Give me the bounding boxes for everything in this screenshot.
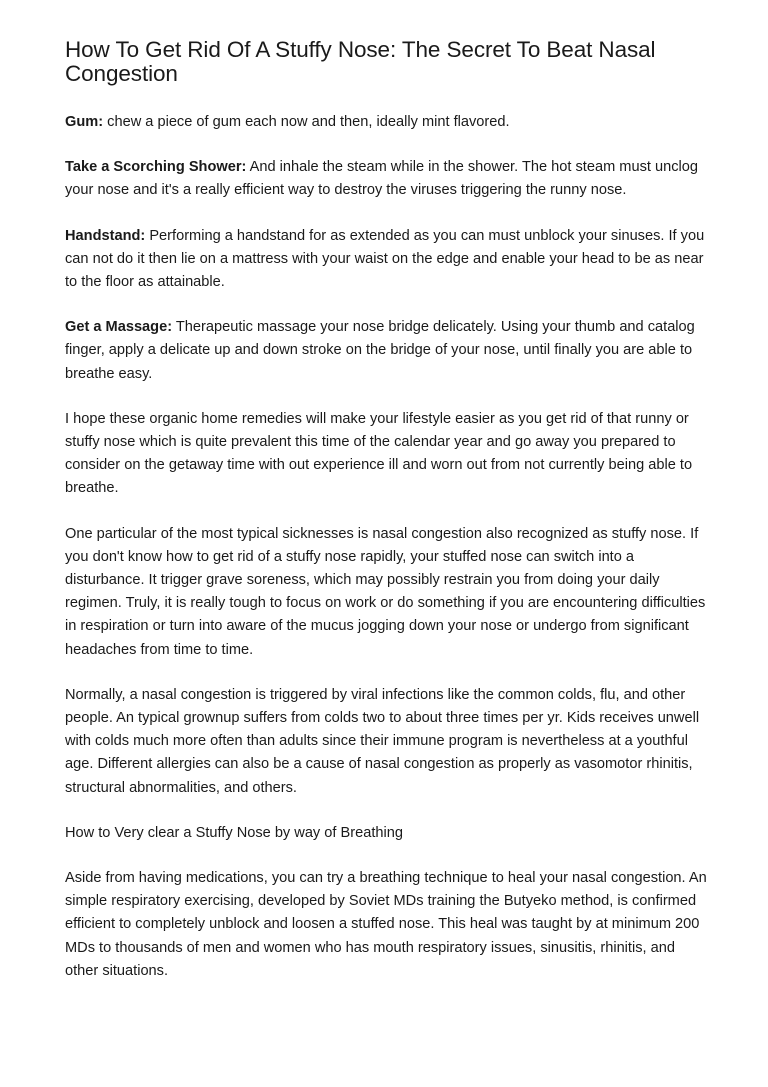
- paragraph-congestion-intro: [65, 523, 710, 662]
- paragraph-lead: Get a Massage:: [65, 319, 173, 336]
- paragraph-lead: Take a Scorching Shower:: [65, 159, 247, 176]
- page-title: How To Get Rid Of A Stuffy Nose: The Secret To Beat Nasal Congestion: [65, 37, 656, 86]
- paragraph-handstand: [65, 225, 710, 295]
- paragraph-text: Normally, a nasal congestion is triggered by viral infections like the common colds, flu, and other people. An typical grownup suffers from colds two to about three times per yr. Kids receives unwell with colds much more often than adults since their immune program is nevertheless at a youthful age. Different allergies can also be a cause of nasal congestion as properly as vasomotor rhinitis, structural abnormalities, and others.: [65, 686, 700, 796]
- paragraph-text: How to Very clear a Stuffy Nose by way of Breathing: [65, 824, 403, 841]
- paragraph-lead: Handstand:: [65, 227, 146, 244]
- document-page: [65, 38, 710, 1005]
- paragraph-causes: [65, 684, 710, 800]
- paragraph-gum: [65, 111, 710, 134]
- paragraph-massage: [65, 316, 710, 386]
- paragraph-lead: Gum:: [65, 114, 104, 130]
- paragraph-text: I hope these organic home remedies will make your lifestyle easier as you get rid of that runny or stuffy nose which is quite prevalent this time of the calendar year and go away you prepared to consider on the getaway time with out experience ill and worn out from not currently being able to breathe.: [65, 410, 693, 497]
- paragraph-text: And inhale the steam while in the shower. The hot steam must unclog your nose and it's a really efficient way to destroy the viruses triggering the runny nose.: [65, 159, 698, 199]
- paragraph-text: Performing a handstand for as extended as you can must unblock your sinuses. If you can not do it then lie on a mattress with your waist on the edge and enable your head to be as near to the floor as attainable.: [65, 227, 705, 291]
- paragraph-text: Aside from having medications, you can try a breathing technique to heal your nasal congestion. An simple respiratory exercising, developed by Soviet MDs training the Butyeko method, is confirmed efficient to completely unblock and loosen a stuffed nose. This heal was taught by at minimum 200 MDs to thousands of men and women who has mouth respiratory issues, sinusitis, rhinitis, and other situations.: [65, 870, 707, 979]
- paragraph-text: Therapeutic massage your nose bridge delicately. Using your thumb and catalog finger, apply a delicate up and down stroke on the bridge of your nose, until finally you are able to breathe easy.: [65, 319, 695, 382]
- paragraph-shower: [65, 156, 710, 202]
- paragraph-remedies-summary: [65, 408, 710, 501]
- paragraph-text: chew a piece of gum each now and then, ideally mint flavored.: [103, 114, 510, 130]
- section-heading-breathing: [65, 822, 710, 845]
- paragraph-text: One particular of the most typical sicknesses is nasal congestion also recognized as stuffy nose. If you don't know how to get rid of a stuffy nose rapidly, your stuffed nose can switch into a disturbance. It trigger grave soreness, which may possibly restrain you from doing your daily regimen. Truly, it is really tough to focus on work or do something if you are encountering difficulties in respiration or turn into aware of the mucus jogging down your nose or undergo from significant headaches from time to time.: [65, 525, 706, 658]
- paragraph-breathing-technique: [65, 867, 710, 983]
